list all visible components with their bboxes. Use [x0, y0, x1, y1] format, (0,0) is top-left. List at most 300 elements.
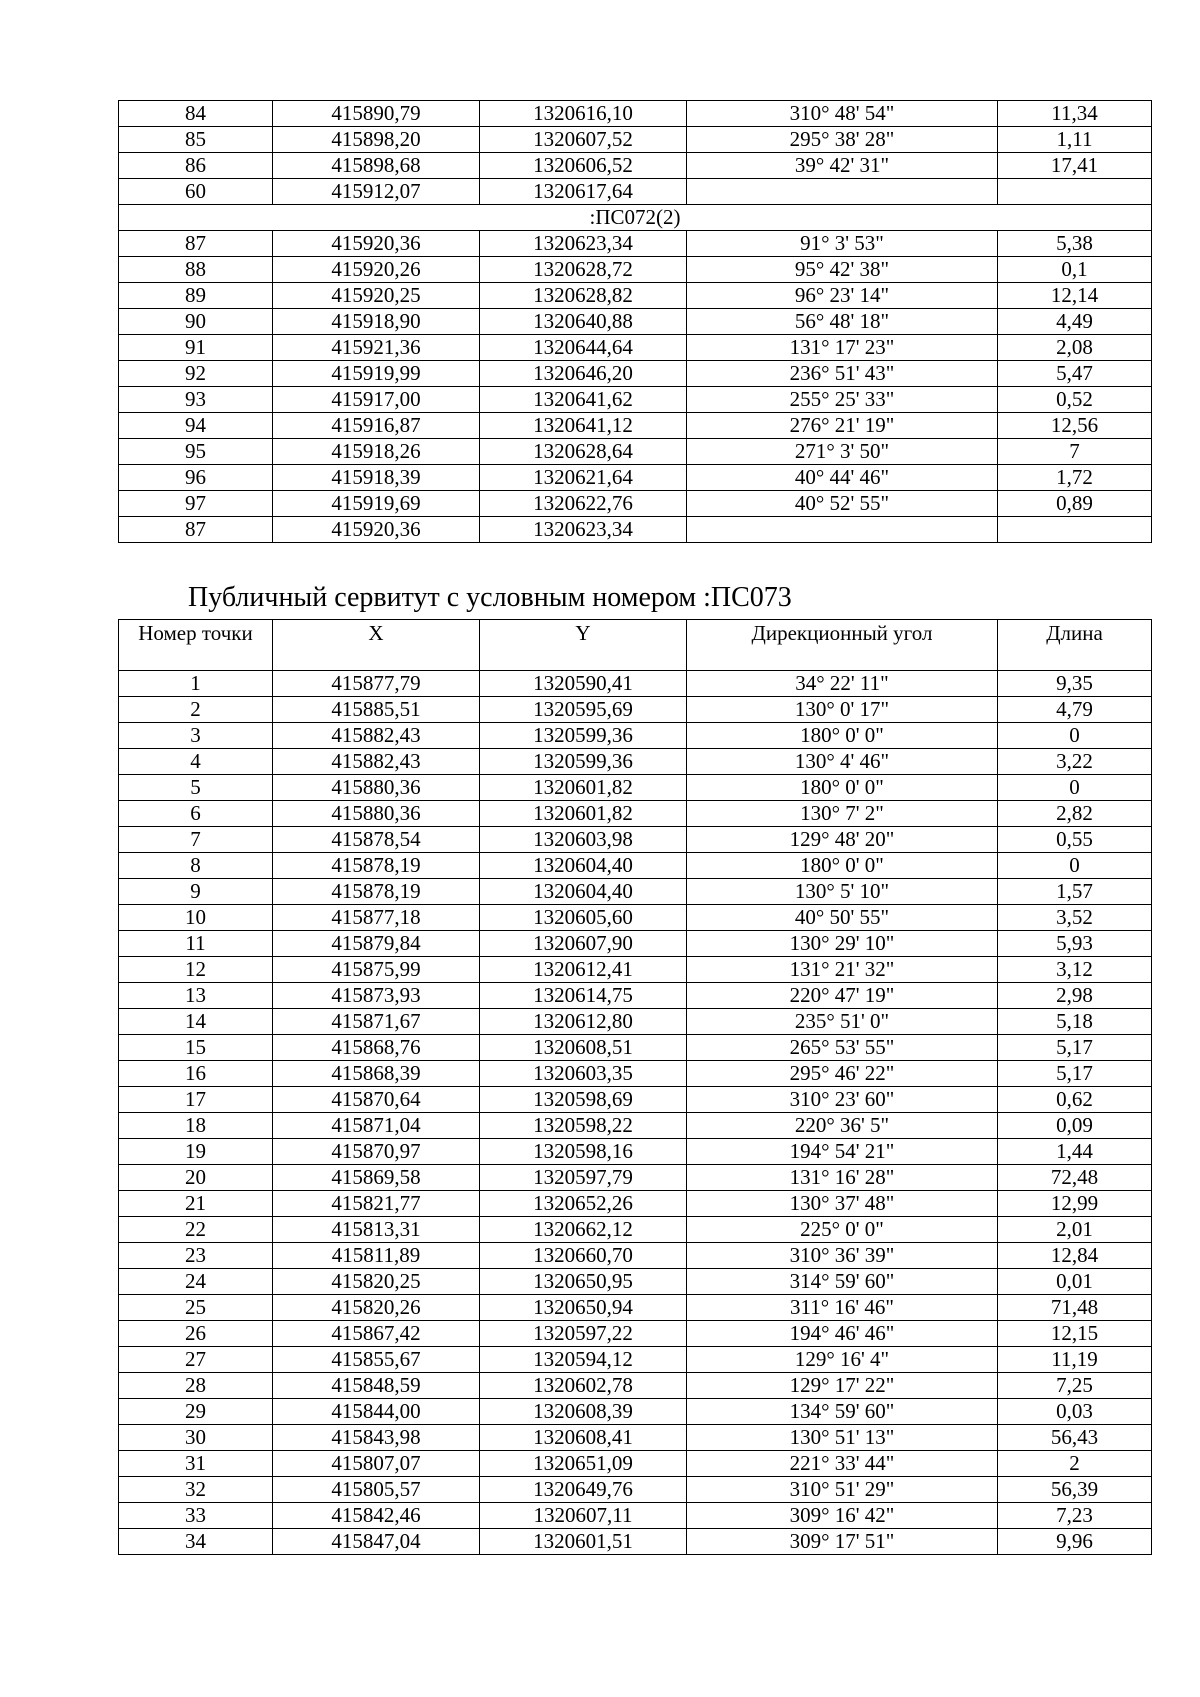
cell-y: 1320623,34	[480, 517, 687, 543]
cell-direction-angle: 310° 48' 54"	[687, 101, 998, 127]
cell-x: 415870,97	[273, 1139, 480, 1165]
cell-x: 415813,31	[273, 1217, 480, 1243]
cell-x: 415868,76	[273, 1035, 480, 1061]
cell-y: 1320599,36	[480, 749, 687, 775]
cell-point-number: 13	[119, 983, 273, 1009]
cell-length: 0,89	[998, 491, 1152, 517]
cell-point-number: 11	[119, 931, 273, 957]
cell-point-number: 1	[119, 671, 273, 697]
cell-y: 1320662,12	[480, 1217, 687, 1243]
cell-direction-angle: 221° 33' 44"	[687, 1451, 998, 1477]
cell-length: 0,01	[998, 1269, 1152, 1295]
cell-point-number: 97	[119, 491, 273, 517]
cell-y: 1320595,69	[480, 697, 687, 723]
cell-x: 415875,99	[273, 957, 480, 983]
cell-y: 1320623,34	[480, 231, 687, 257]
cell-point-number: 93	[119, 387, 273, 413]
cell-length: 5,38	[998, 231, 1152, 257]
cell-direction-angle: 56° 48' 18"	[687, 309, 998, 335]
table-row	[119, 491, 1152, 517]
cell-direction-angle: 271° 3' 50"	[687, 439, 998, 465]
cell-direction-angle: 40° 50' 55"	[687, 905, 998, 931]
cell-y: 1320612,41	[480, 957, 687, 983]
cell-point-number: 94	[119, 413, 273, 439]
cell-y: 1320597,79	[480, 1165, 687, 1191]
header-length: Длина	[998, 620, 1152, 671]
cell-y: 1320649,76	[480, 1477, 687, 1503]
cell-y: 1320607,90	[480, 931, 687, 957]
header-y: Y	[480, 620, 687, 671]
cell-direction-angle: 295° 46' 22"	[687, 1061, 998, 1087]
cell-x: 415890,79	[273, 101, 480, 127]
header-row	[119, 620, 1152, 671]
table-row	[119, 1061, 1152, 1087]
cell-y: 1320608,51	[480, 1035, 687, 1061]
cell-direction-angle: 134° 59' 60"	[687, 1399, 998, 1425]
cell-length: 3,52	[998, 905, 1152, 931]
table-row	[119, 387, 1152, 413]
table-row	[119, 309, 1152, 335]
cell-direction-angle: 130° 51' 13"	[687, 1425, 998, 1451]
cell-x: 415855,67	[273, 1347, 480, 1373]
table-row	[119, 413, 1152, 439]
table-header	[119, 620, 1152, 671]
cell-direction-angle: 309° 17' 51"	[687, 1529, 998, 1555]
cell-y: 1320646,20	[480, 361, 687, 387]
table-row	[119, 439, 1152, 465]
cell-y: 1320660,70	[480, 1243, 687, 1269]
cell-length: 3,22	[998, 749, 1152, 775]
cell-y: 1320601,82	[480, 801, 687, 827]
cell-length: 71,48	[998, 1295, 1152, 1321]
cell-length: 1,11	[998, 127, 1152, 153]
table-row	[119, 1347, 1152, 1373]
cell-point-number: 87	[119, 517, 273, 543]
cell-direction-angle: 130° 5' 10"	[687, 879, 998, 905]
cell-direction-angle: 39° 42' 31"	[687, 153, 998, 179]
cell-x: 415844,00	[273, 1399, 480, 1425]
table-row	[119, 335, 1152, 361]
cell-point-number: 86	[119, 153, 273, 179]
cell-point-number: 31	[119, 1451, 273, 1477]
cell-point-number: 8	[119, 853, 273, 879]
cell-point-number: 26	[119, 1321, 273, 1347]
cell-length: 1,57	[998, 879, 1152, 905]
cell-point-number: 16	[119, 1061, 273, 1087]
cell-point-number: 90	[119, 309, 273, 335]
cell-x: 415848,59	[273, 1373, 480, 1399]
cell-direction-angle: 314° 59' 60"	[687, 1269, 998, 1295]
cell-length: 17,41	[998, 153, 1152, 179]
cell-length: 0,55	[998, 827, 1152, 853]
cell-y: 1320607,52	[480, 127, 687, 153]
cell-point-number: 60	[119, 179, 273, 205]
cell-point-number: 24	[119, 1269, 273, 1295]
table-row	[119, 1529, 1152, 1555]
cell-length: 4,49	[998, 309, 1152, 335]
cell-direction-angle: 130° 37' 48"	[687, 1191, 998, 1217]
cell-point-number: 27	[119, 1347, 273, 1373]
cell-length: 0	[998, 853, 1152, 879]
cell-point-number: 22	[119, 1217, 273, 1243]
cell-y: 1320601,51	[480, 1529, 687, 1555]
cell-length: 2,01	[998, 1217, 1152, 1243]
cell-y: 1320617,64	[480, 179, 687, 205]
cell-point-number: 5	[119, 775, 273, 801]
cell-direction-angle: 310° 51' 29"	[687, 1477, 998, 1503]
cell-point-number: 15	[119, 1035, 273, 1061]
cell-x: 415898,20	[273, 127, 480, 153]
cell-x: 415847,04	[273, 1529, 480, 1555]
cell-point-number: 87	[119, 231, 273, 257]
cell-x: 415921,36	[273, 335, 480, 361]
cell-y: 1320602,78	[480, 1373, 687, 1399]
group-row	[119, 205, 1152, 231]
table-row	[119, 517, 1152, 543]
cell-length: 11,34	[998, 101, 1152, 127]
cell-y: 1320621,64	[480, 465, 687, 491]
cell-length: 2	[998, 1451, 1152, 1477]
cell-point-number: 89	[119, 283, 273, 309]
cell-direction-angle: 310° 23' 60"	[687, 1087, 998, 1113]
table-row	[119, 723, 1152, 749]
cell-y: 1320612,80	[480, 1009, 687, 1035]
cell-length: 7,23	[998, 1503, 1152, 1529]
cell-x: 415916,87	[273, 413, 480, 439]
cell-direction-angle: 129° 48' 20"	[687, 827, 998, 853]
table-row	[119, 671, 1152, 697]
cell-x: 415880,36	[273, 801, 480, 827]
cell-y: 1320604,40	[480, 879, 687, 905]
cell-direction-angle: 310° 36' 39"	[687, 1243, 998, 1269]
table-row	[119, 1477, 1152, 1503]
cell-length: 5,17	[998, 1035, 1152, 1061]
cell-y: 1320628,82	[480, 283, 687, 309]
cell-x: 415885,51	[273, 697, 480, 723]
cell-length: 7	[998, 439, 1152, 465]
cell-length: 4,79	[998, 697, 1152, 723]
cell-x: 415867,42	[273, 1321, 480, 1347]
cell-length: 0,52	[998, 387, 1152, 413]
cell-length: 2,82	[998, 801, 1152, 827]
table-row	[119, 1269, 1152, 1295]
table-row	[119, 231, 1152, 257]
cell-direction-angle	[687, 179, 998, 205]
cell-x: 415878,19	[273, 879, 480, 905]
table-row	[119, 1217, 1152, 1243]
cell-x: 415920,36	[273, 517, 480, 543]
cell-x: 415918,26	[273, 439, 480, 465]
cell-y: 1320598,16	[480, 1139, 687, 1165]
table-row	[119, 775, 1152, 801]
table-row	[119, 1373, 1152, 1399]
cell-x: 415877,79	[273, 671, 480, 697]
cell-x: 415918,90	[273, 309, 480, 335]
table-row	[119, 1503, 1152, 1529]
cell-direction-angle: 194° 46' 46"	[687, 1321, 998, 1347]
group-row-body	[119, 205, 1152, 231]
cell-length	[998, 517, 1152, 543]
cell-x: 415912,07	[273, 179, 480, 205]
table-row	[119, 697, 1152, 723]
cell-point-number: 19	[119, 1139, 273, 1165]
header-x: X	[273, 620, 480, 671]
cell-x: 415842,46	[273, 1503, 480, 1529]
cell-y: 1320628,64	[480, 439, 687, 465]
table-row	[119, 801, 1152, 827]
cell-y: 1320603,98	[480, 827, 687, 853]
cell-length: 0,62	[998, 1087, 1152, 1113]
table-row	[119, 1139, 1152, 1165]
cell-y: 1320622,76	[480, 491, 687, 517]
cell-direction-angle: 91° 3' 53"	[687, 231, 998, 257]
table-row	[119, 257, 1152, 283]
cell-point-number: 84	[119, 101, 273, 127]
cell-length: 9,96	[998, 1529, 1152, 1555]
cell-y: 1320594,12	[480, 1347, 687, 1373]
table-row	[119, 1295, 1152, 1321]
header-direction-angle: Дирекционный угол	[687, 620, 998, 671]
cell-direction-angle: 131° 17' 23"	[687, 335, 998, 361]
table-row	[119, 1035, 1152, 1061]
cell-point-number: 32	[119, 1477, 273, 1503]
cell-point-number: 3	[119, 723, 273, 749]
cell-y: 1320601,82	[480, 775, 687, 801]
table-row	[119, 127, 1152, 153]
cell-point-number: 10	[119, 905, 273, 931]
table-row	[119, 153, 1152, 179]
cell-direction-angle: 34° 22' 11"	[687, 671, 998, 697]
table-row	[119, 853, 1152, 879]
cell-direction-angle: 131° 16' 28"	[687, 1165, 998, 1191]
cell-y: 1320608,41	[480, 1425, 687, 1451]
cell-x: 415918,39	[273, 465, 480, 491]
cell-point-number: 92	[119, 361, 273, 387]
cell-x: 415820,25	[273, 1269, 480, 1295]
table-row	[119, 1113, 1152, 1139]
table-row	[119, 283, 1152, 309]
table-row	[119, 1243, 1152, 1269]
cell-point-number: 2	[119, 697, 273, 723]
cell-length: 5,17	[998, 1061, 1152, 1087]
cell-y: 1320599,36	[480, 723, 687, 749]
cell-x: 415805,57	[273, 1477, 480, 1503]
cell-length	[998, 179, 1152, 205]
cell-length: 12,15	[998, 1321, 1152, 1347]
group-label: :ПС072(2)	[119, 205, 1152, 231]
cell-point-number: 20	[119, 1165, 273, 1191]
table-row	[119, 101, 1152, 127]
table-row	[119, 905, 1152, 931]
cell-length: 0,09	[998, 1113, 1152, 1139]
cell-x: 415920,26	[273, 257, 480, 283]
cell-length: 11,19	[998, 1347, 1152, 1373]
table-row	[119, 1009, 1152, 1035]
cell-direction-angle: 194° 54' 21"	[687, 1139, 998, 1165]
cell-x: 415917,00	[273, 387, 480, 413]
cell-point-number: 34	[119, 1529, 273, 1555]
cell-point-number: 25	[119, 1295, 273, 1321]
cell-point-number: 29	[119, 1399, 273, 1425]
table-body	[119, 671, 1152, 1555]
cell-y: 1320604,40	[480, 853, 687, 879]
cell-y: 1320650,95	[480, 1269, 687, 1295]
cell-length: 2,08	[998, 335, 1152, 361]
table-row	[119, 179, 1152, 205]
cell-length: 0	[998, 775, 1152, 801]
cell-length: 0,1	[998, 257, 1152, 283]
cell-y: 1320641,62	[480, 387, 687, 413]
table-row	[119, 879, 1152, 905]
cell-x: 415811,89	[273, 1243, 480, 1269]
cell-direction-angle: 131° 21' 32"	[687, 957, 998, 983]
cell-y: 1320605,60	[480, 905, 687, 931]
cell-direction-angle: 95° 42' 38"	[687, 257, 998, 283]
cell-length: 5,47	[998, 361, 1152, 387]
cell-point-number: 95	[119, 439, 273, 465]
cell-length: 5,93	[998, 931, 1152, 957]
cell-length: 2,98	[998, 983, 1152, 1009]
cell-point-number: 88	[119, 257, 273, 283]
cell-direction-angle: 129° 17' 22"	[687, 1373, 998, 1399]
cell-point-number: 14	[119, 1009, 273, 1035]
cell-point-number: 23	[119, 1243, 273, 1269]
cell-direction-angle: 220° 47' 19"	[687, 983, 998, 1009]
cell-x: 415843,98	[273, 1425, 480, 1451]
cell-x: 415873,93	[273, 983, 480, 1009]
cell-x: 415820,26	[273, 1295, 480, 1321]
table-body-lower	[119, 231, 1152, 543]
header-point-number: Номер точки	[119, 620, 273, 671]
cell-direction-angle: 276° 21' 19"	[687, 413, 998, 439]
cell-y: 1320606,52	[480, 153, 687, 179]
cell-y: 1320590,41	[480, 671, 687, 697]
cell-direction-angle: 40° 44' 46"	[687, 465, 998, 491]
cell-x: 415879,84	[273, 931, 480, 957]
cell-direction-angle: 130° 4' 46"	[687, 749, 998, 775]
cell-x: 415919,69	[273, 491, 480, 517]
cell-length: 9,35	[998, 671, 1152, 697]
cell-point-number: 96	[119, 465, 273, 491]
cell-length: 12,99	[998, 1191, 1152, 1217]
cell-length: 1,72	[998, 465, 1152, 491]
cell-direction-angle: 130° 29' 10"	[687, 931, 998, 957]
cell-x: 415871,04	[273, 1113, 480, 1139]
cell-x: 415898,68	[273, 153, 480, 179]
cell-length: 0,03	[998, 1399, 1152, 1425]
cell-direction-angle: 295° 38' 28"	[687, 127, 998, 153]
cell-x: 415870,64	[273, 1087, 480, 1113]
coordinates-table-ps073	[118, 619, 1152, 1555]
table-row	[119, 1399, 1152, 1425]
cell-point-number: 17	[119, 1087, 273, 1113]
section-title: Публичный сервитут с условным номером :ПС073	[188, 582, 792, 613]
cell-x: 415920,36	[273, 231, 480, 257]
cell-y: 1320608,39	[480, 1399, 687, 1425]
cell-direction-angle: 255° 25' 33"	[687, 387, 998, 413]
cell-point-number: 12	[119, 957, 273, 983]
cell-length: 56,39	[998, 1477, 1152, 1503]
cell-x: 415821,77	[273, 1191, 480, 1217]
cell-y: 1320651,09	[480, 1451, 687, 1477]
table-row	[119, 1425, 1152, 1451]
cell-direction-angle: 130° 7' 2"	[687, 801, 998, 827]
cell-x: 415920,25	[273, 283, 480, 309]
cell-y: 1320597,22	[480, 1321, 687, 1347]
cell-y: 1320640,88	[480, 309, 687, 335]
cell-y: 1320598,22	[480, 1113, 687, 1139]
cell-direction-angle: 235° 51' 0"	[687, 1009, 998, 1035]
cell-y: 1320628,72	[480, 257, 687, 283]
cell-direction-angle: 96° 23' 14"	[687, 283, 998, 309]
cell-point-number: 7	[119, 827, 273, 853]
cell-length: 72,48	[998, 1165, 1152, 1191]
cell-point-number: 28	[119, 1373, 273, 1399]
cell-y: 1320652,26	[480, 1191, 687, 1217]
cell-y: 1320641,12	[480, 413, 687, 439]
cell-x: 415878,54	[273, 827, 480, 853]
cell-direction-angle: 236° 51' 43"	[687, 361, 998, 387]
cell-x: 415882,43	[273, 749, 480, 775]
table-row	[119, 361, 1152, 387]
table-row	[119, 1321, 1152, 1347]
cell-x: 415868,39	[273, 1061, 480, 1087]
cell-length: 7,25	[998, 1373, 1152, 1399]
cell-direction-angle: 40° 52' 55"	[687, 491, 998, 517]
cell-direction-angle: 220° 36' 5"	[687, 1113, 998, 1139]
cell-point-number: 9	[119, 879, 273, 905]
coordinates-table-ps072	[118, 100, 1152, 543]
table-row	[119, 749, 1152, 775]
cell-direction-angle	[687, 517, 998, 543]
cell-direction-angle: 180° 0' 0"	[687, 775, 998, 801]
cell-point-number: 18	[119, 1113, 273, 1139]
cell-y: 1320607,11	[480, 1503, 687, 1529]
table-row	[119, 931, 1152, 957]
table-row	[119, 465, 1152, 491]
cell-x: 415880,36	[273, 775, 480, 801]
cell-direction-angle: 309° 16' 42"	[687, 1503, 998, 1529]
table-row	[119, 1451, 1152, 1477]
cell-length: 3,12	[998, 957, 1152, 983]
cell-length: 56,43	[998, 1425, 1152, 1451]
cell-y: 1320616,10	[480, 101, 687, 127]
cell-direction-angle: 311° 16' 46"	[687, 1295, 998, 1321]
cell-y: 1320650,94	[480, 1295, 687, 1321]
cell-point-number: 4	[119, 749, 273, 775]
cell-direction-angle: 129° 16' 4"	[687, 1347, 998, 1373]
cell-x: 415919,99	[273, 361, 480, 387]
table-row	[119, 1165, 1152, 1191]
cell-direction-angle: 180° 0' 0"	[687, 723, 998, 749]
cell-y: 1320644,64	[480, 335, 687, 361]
cell-length: 12,14	[998, 283, 1152, 309]
cell-length: 0	[998, 723, 1152, 749]
cell-direction-angle: 225° 0' 0"	[687, 1217, 998, 1243]
table-body-upper	[119, 101, 1152, 205]
cell-x: 415877,18	[273, 905, 480, 931]
cell-point-number: 91	[119, 335, 273, 361]
cell-point-number: 30	[119, 1425, 273, 1451]
cell-point-number: 6	[119, 801, 273, 827]
cell-x: 415869,58	[273, 1165, 480, 1191]
cell-x: 415878,19	[273, 853, 480, 879]
cell-x: 415807,07	[273, 1451, 480, 1477]
cell-y: 1320614,75	[480, 983, 687, 1009]
cell-y: 1320598,69	[480, 1087, 687, 1113]
cell-direction-angle: 180° 0' 0"	[687, 853, 998, 879]
cell-point-number: 33	[119, 1503, 273, 1529]
